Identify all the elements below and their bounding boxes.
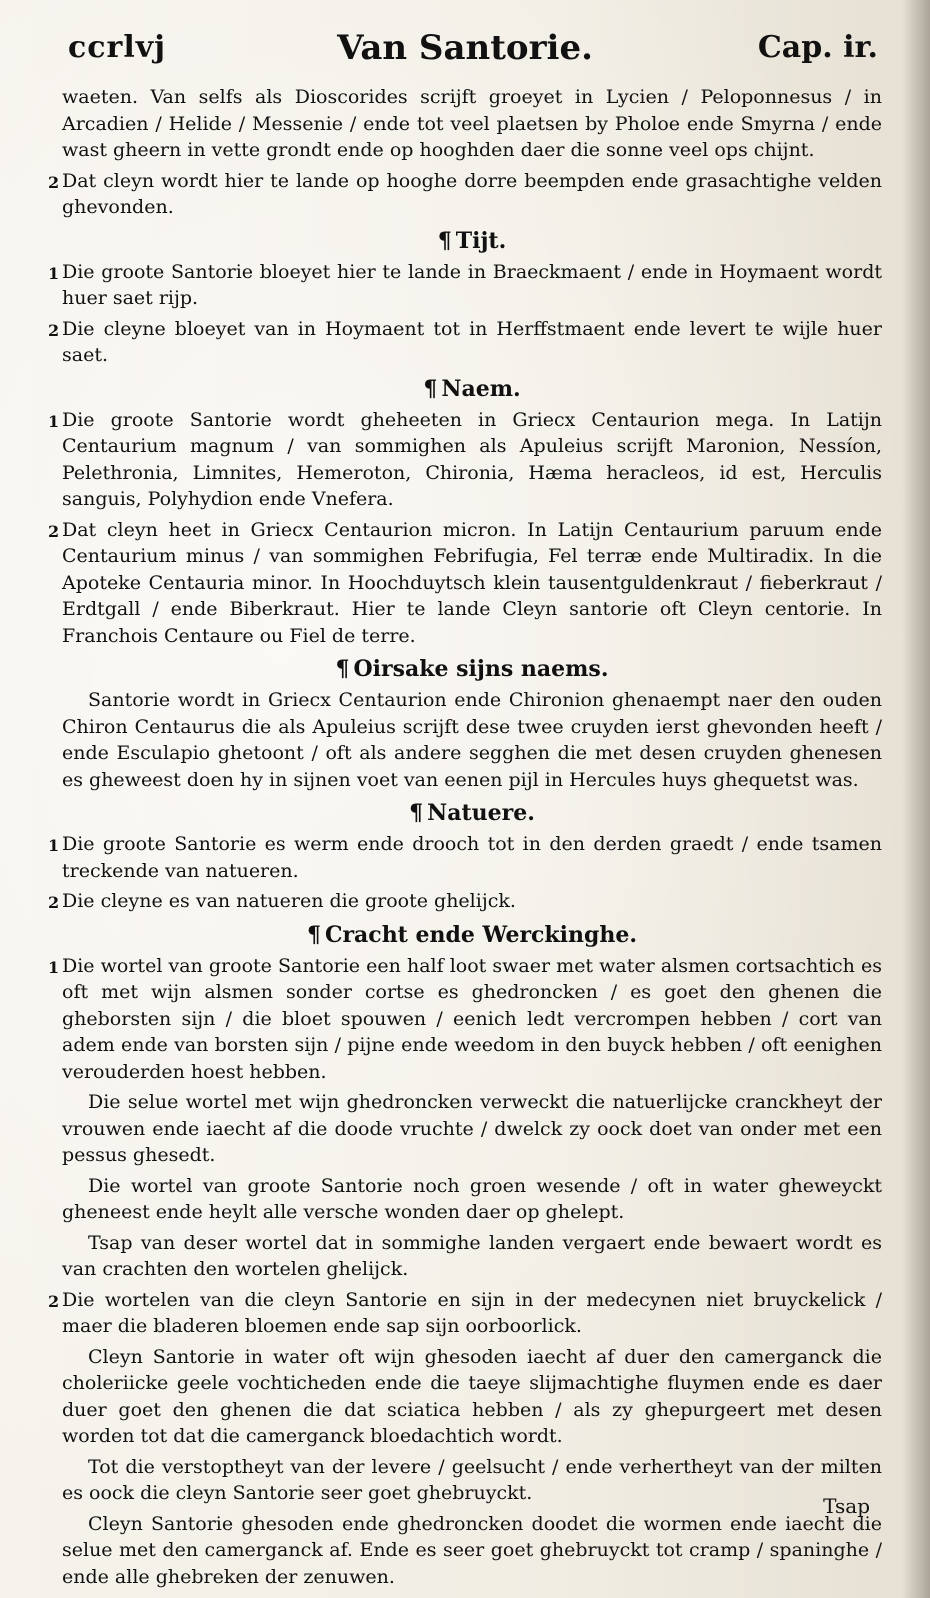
section-heading bbox=[62, 655, 882, 683]
section-heading-text: Natuere. bbox=[427, 800, 535, 826]
section-heading bbox=[62, 375, 882, 403]
margin-number: 2 bbox=[48, 320, 60, 340]
paragraph bbox=[48, 168, 882, 221]
pilcrow-icon: ¶ bbox=[306, 921, 321, 948]
paragraph bbox=[62, 84, 882, 164]
section-heading-text: Tijt. bbox=[455, 227, 507, 254]
paragraph-text: Die groote Santorie es werm ende drooch tot in den derden graedt / ende tsamen treckende van natueren. bbox=[62, 833, 882, 882]
running-title: Van Santorie. bbox=[337, 28, 593, 68]
paragraph-text: Die wortelen van die cleyn Santorie en sijn in der medecynen niet bruyckelick / maer die bladeren bloemen ende sap sijn oorboorlick. bbox=[62, 1288, 882, 1337]
section-heading bbox=[62, 799, 882, 827]
paragraph-text: waeten. Van selfs als Dioscorides scrijft groeyet in Lycien / Peloponnesus / in Arcadien / Helide / Messenie / ende tot veel plaetsen by Pholoe ende Smyrna / ende wast gheern in vette grondt ende op hooghden daer die sonne veel ops chijnt. bbox=[62, 86, 882, 161]
paragraph-text: Die selue wortel met wijn ghedroncken verweckt die natuerlijcke cranckheyt der vrouwen ende iaecht af die doode vruchte / dwelck zy oock doet van onder met een pessus ghesedt. bbox=[62, 1091, 882, 1166]
margin-number: 2 bbox=[48, 172, 60, 192]
paragraph bbox=[62, 687, 882, 793]
paragraph bbox=[62, 1230, 882, 1283]
section-heading bbox=[62, 921, 882, 949]
paragraph bbox=[62, 1511, 882, 1591]
paragraph bbox=[48, 831, 882, 884]
paragraph bbox=[48, 1287, 882, 1340]
paragraph bbox=[62, 1344, 882, 1450]
section-heading-text: Cracht ende Werckinghe. bbox=[324, 921, 638, 948]
margin-number: 1 bbox=[48, 263, 60, 283]
margin-number: 2 bbox=[48, 1291, 60, 1311]
paragraph bbox=[62, 1454, 882, 1507]
paragraph bbox=[62, 1173, 882, 1226]
paragraph-text: Die groote Santorie wordt gheheeten in Griecx Centaurion mega. In Latijn Centaurium magnum / van sommighen als Apuleius scrijft Maronion, Nessíon, Pelethronia, Limnites, Hemeroton, Chironia, Hæma heracleos, id est, Herculis sanguis, Polyhydion ende Vnefera. bbox=[62, 408, 882, 510]
paragraph-text: Die cleyne bloeyet van in Hoymaent tot in Herffstmaent ende levert te wijle huer saet. bbox=[62, 317, 882, 366]
paragraph bbox=[48, 517, 882, 650]
paragraph-text: Tsap van deser wortel dat in sommighe landen vergaert ende bewaert wordt es van crachten den wortelen ghelijck. bbox=[62, 1231, 882, 1280]
margin-number: 1 bbox=[48, 957, 60, 977]
section-heading bbox=[62, 227, 882, 255]
pilcrow-icon: ¶ bbox=[437, 227, 452, 254]
paragraph bbox=[48, 407, 882, 513]
margin-number: 1 bbox=[48, 411, 60, 431]
paragraph bbox=[48, 316, 882, 369]
margin-number: 2 bbox=[48, 893, 60, 912]
pilcrow-icon: ¶ bbox=[335, 656, 350, 682]
paragraph-text: Die groote Santorie bloeyet hier te lande in Braeckmaent / ende in Hoymaent wordt huer saet rijp. bbox=[62, 260, 882, 309]
chapter-number: Cap. ir. bbox=[757, 30, 878, 65]
catchword: Tsap bbox=[823, 1494, 870, 1518]
pilcrow-icon: ¶ bbox=[409, 800, 424, 826]
section-heading-text: Oirsake sijns naems. bbox=[353, 656, 609, 682]
paragraph-text: Cleyn Santorie in water oft wijn ghesoden iaecht af duer den camerganck die choleriicke geele vochticheden ende die taeye slijmachtighe fluymen ende es daer duer goet den ghenen die dat sciatica hebben / als zy ghepurgeert met desen worden tot dat die camerganck bloedachtich wordt. bbox=[62, 1345, 882, 1447]
page-header bbox=[0, 22, 930, 72]
paragraph bbox=[48, 259, 882, 312]
paragraph-text: Cleyn Santorie ghesoden ende ghedroncken doodet die wormen ende iaecht die selue met den camerganck af. Ende es seer goet ghebruyckt tot cramp / spaninghe / ende alle ghebreken der zenuwen. bbox=[62, 1512, 882, 1588]
paragraph bbox=[48, 888, 882, 915]
folio-number: ccrlvj bbox=[68, 30, 167, 65]
paragraph-text: Die wortel van groote Santorie noch groen wesende / oft in water gheweyckt gheneest ende heylt alle versche wonden daer op ghelept. bbox=[62, 1174, 882, 1223]
paragraph bbox=[48, 953, 882, 1086]
section-heading-text: Naem. bbox=[441, 375, 521, 402]
paragraph-text: Die cleyne es van natueren die groote ghelijck. bbox=[62, 890, 516, 912]
paragraph bbox=[62, 1089, 882, 1169]
paragraph-text: Dat cleyn wordt hier te lande op hooghe dorre beempden ende grasachtighe velden ghevonden. bbox=[62, 169, 882, 218]
margin-number: 2 bbox=[48, 521, 60, 541]
pilcrow-icon: ¶ bbox=[423, 375, 438, 402]
paragraph-text: Dat cleyn heet in Griecx Centaurion micron. In Latijn Centaurium paruum ende Centaurium minus / van sommighen Febrifugia, Fel terræ ende Multiradix. In die Apoteke Centauria minor. In Hoochduytsch klein tausentguldenkraut / fieberkraut / Erdtgall / ende Biberkraut. Hier te lande Cleyn santorie oft Cleyn centorie. In Franchois Centaure ou Fiel de terre. bbox=[62, 518, 882, 647]
text-body bbox=[48, 84, 882, 1594]
paragraph-text: Santorie wordt in Griecx Centaurion ende Chironion ghenaempt naer den ouden Chiron Centaurus die als Apuleius scrijft dese twee cruyden ierst ghevonden heeft / ende Esculapio ghetoont / oft als andere segghen die met desen cruyden ghenesen es gheweest doen hy in sijnen voet van eenen pijl in Hercules huys ghequetst was. bbox=[62, 689, 882, 791]
page-gutter-shadow bbox=[902, 0, 930, 1598]
margin-number: 1 bbox=[48, 836, 60, 855]
paragraph-text: Die wortel van groote Santorie een half loot swaer met water alsmen cortsachtich es oft met wijn alsmen sonder cortse es ghedroncken / es goet den ghenen die gheborsten sijn / die bloet spouwen / eenich ledt vercrompen hebben / cort van adem ende van borsten sijn / pijne ende weedom in den buyck hebben / oft eenighen verouderden hoest hebben. bbox=[62, 954, 882, 1083]
paragraph-text: Tot die verstoptheyt van der levere / geelsucht / ende verhertheyt van der milten es oock die cleyn Santorie seer goet ghebruyckt. bbox=[62, 1455, 882, 1504]
